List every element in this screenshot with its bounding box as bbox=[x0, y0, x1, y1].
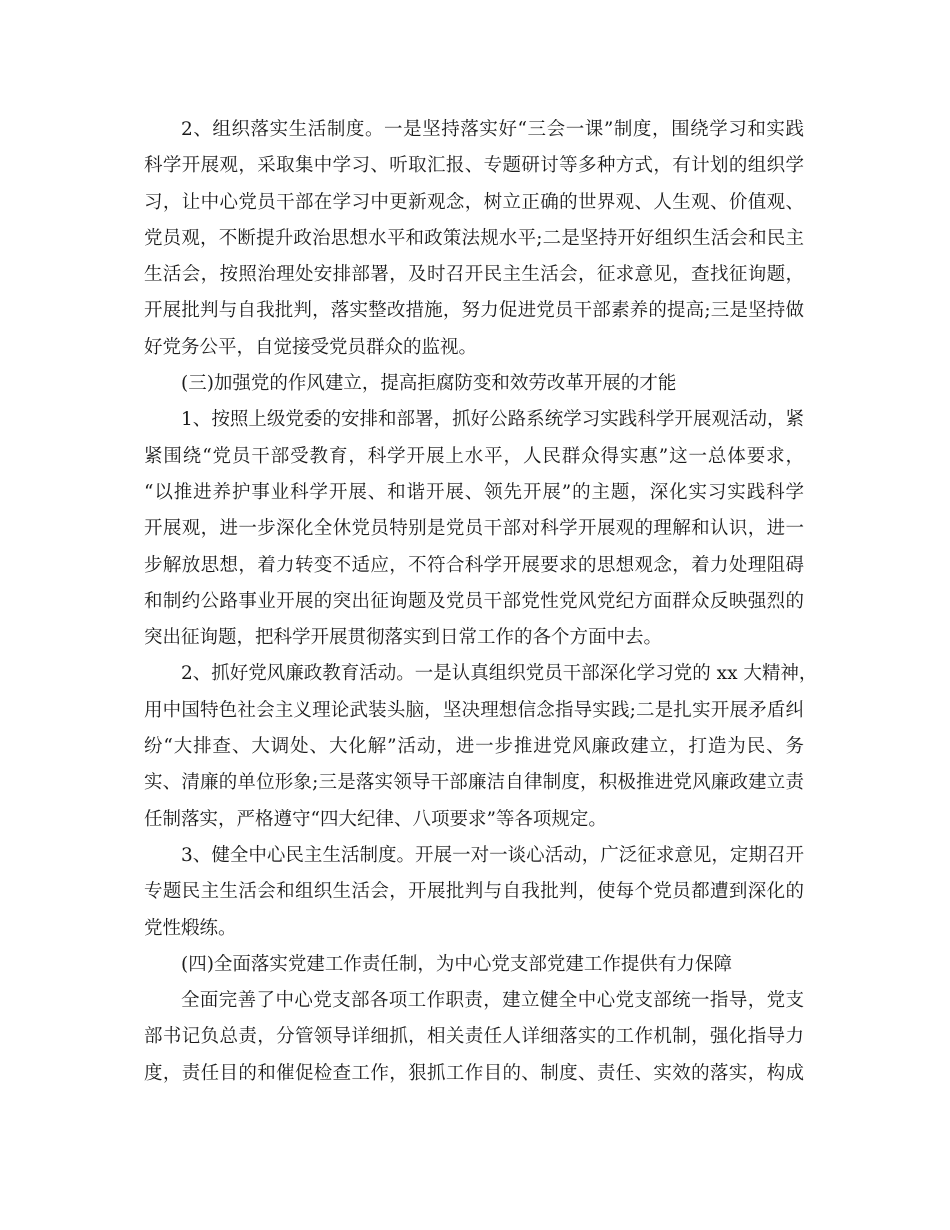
paragraph-p6 bbox=[144, 947, 804, 983]
paragraph-line: 习，让中心党员干部在学习中更新观念，树立正确的世界观、人生观、价值观、 bbox=[144, 191, 804, 213]
paragraph-line: 1、按照上级党委的安排和部署，抓好公路系统学习实践科学开展观活动，紧 bbox=[181, 409, 804, 431]
paragraph-line: 部书记负总责，分管领导详细抓，相关责任人详细落实的工作机制，强化指导力 bbox=[144, 1026, 804, 1048]
paragraph-p7 bbox=[144, 983, 804, 1092]
paragraph-line: 和制约公路事业开展的突出征询题及党员干部党性党风党纪方面群众反映强烈的 bbox=[144, 590, 804, 612]
paragraph-line: 党性煅练。 bbox=[144, 917, 237, 939]
paragraph-line: 2、抓好党风廉政教育活动。一是认真组织党员干部深化学习党的 xx 大精神， bbox=[181, 663, 818, 685]
paragraph-line: 纷“大排查、大调处、大化解”活动，进一步推进党风廉政建立，打造为民、务 bbox=[144, 736, 804, 758]
paragraph-line: 2、组织落实生活制度。一是坚持落实好“三会一课”制度，围绕学习和实践 bbox=[181, 119, 804, 140]
paragraph-p2 bbox=[144, 366, 804, 402]
paragraph-line: 步解放思想，着力转变不适应，不符合科学开展要求的思想观念，着力处理阻碍 bbox=[144, 554, 804, 576]
paragraph-p1 bbox=[144, 112, 804, 366]
paragraph-p3 bbox=[144, 402, 804, 656]
paragraph-line: 用中国特色社会主义理论武装头脑，坚决理想信念指导实践;二是扎实开展矛盾纠 bbox=[144, 699, 804, 721]
paragraph-line: 紧围绕“党员干部受教育，科学开展上水平，人民群众得实惠”这一总体要求， bbox=[144, 445, 804, 467]
paragraph-line: 开展批判与自我批判，落实整改措施，努力促进党员干部素养的提高;三是坚持做 bbox=[144, 300, 804, 322]
document-body bbox=[144, 112, 818, 1092]
paragraph-line: 3、健全中心民主生活制度。开展一对一谈心活动，广泛征求意见，定期召开 bbox=[181, 844, 804, 866]
paragraph-line: 突出征询题，把科学开展贯彻落实到日常工作的各个方面中去。 bbox=[144, 627, 663, 649]
paragraph-line: 生活会，按照治理处安排部署，及时召开民主生活会，征求意见，查找征询题， bbox=[144, 264, 804, 286]
paragraph-line: 党员观，不断提升政治思想水平和政策法规水平;二是坚持开好组织生活会和民主 bbox=[144, 227, 804, 249]
paragraph-line: “以推进养护事业科学开展、和谐开展、领先开展”的主题，深化实习实践科学 bbox=[144, 481, 804, 503]
paragraph-line: 科学开展观，采取集中学习、听取汇报、专题研讨等多种方式，有计划的组织学 bbox=[144, 155, 804, 177]
paragraph-line: (三)加强党的作风建立，提高拒腐防变和效劳改革开展的才能 bbox=[181, 373, 677, 395]
paragraph-line: 度，责任目的和催促检查工作，狠抓工作目的、制度、责任、实效的落实，构成 bbox=[144, 1062, 804, 1084]
paragraph-line: 开展观，进一步深化全休党员特别是党员干部对科学开展观的理解和认识，进一 bbox=[144, 518, 804, 540]
paragraph-line: 专题民主生活会和组织生活会，开展批判与自我批判，使每个党员都遭到深化的 bbox=[144, 881, 804, 903]
paragraph-line: 好党务公平，自觉接受党员群众的监视。 bbox=[144, 336, 478, 358]
paragraph-line: (四)全面落实党建工作责任制，为中心党支部党建工作提供有力保障 bbox=[181, 953, 732, 975]
paragraph-p5 bbox=[144, 838, 804, 947]
paragraph-line: 任制落实，严格遵守“四大纪律、八项要求”等各项规定。 bbox=[144, 808, 607, 830]
paragraph-p4 bbox=[144, 656, 818, 837]
paragraph-line: 全面完善了中心党支部各项工作职责，建立健全中心党支部统一指导，党支 bbox=[181, 990, 804, 1012]
paragraph-line: 实、清廉的单位形象;三是落实领导干部廉洁自律制度，积极推进党风廉政建立责 bbox=[144, 772, 804, 794]
